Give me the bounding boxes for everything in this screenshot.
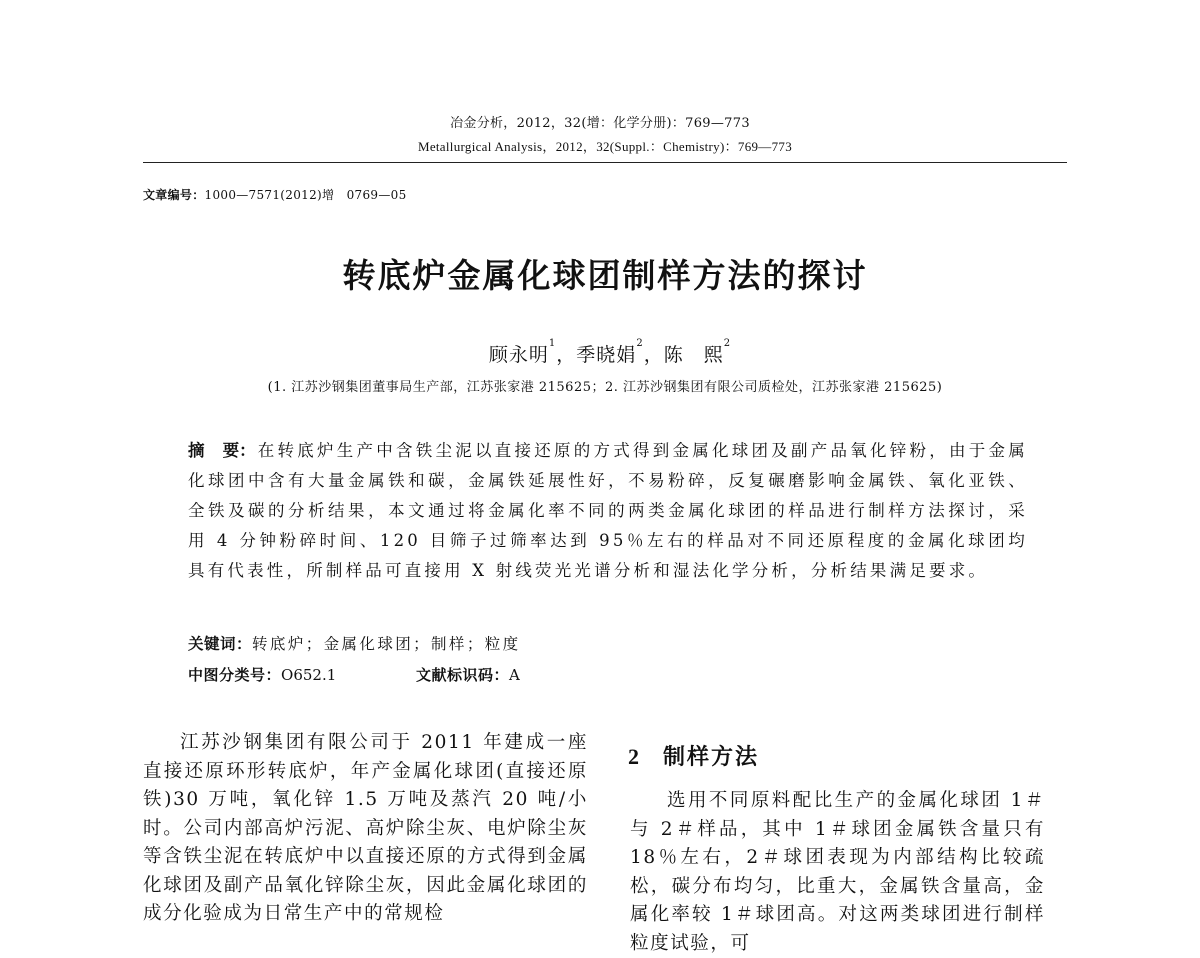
article-number-value: 1000—7571(2012)增 0769—05 — [204, 188, 407, 202]
author-name: 陈 熙 — [663, 344, 724, 366]
classification-number — [188, 664, 336, 685]
section-title: 制样方法 — [663, 745, 760, 770]
affiliations: (1. 江苏沙钢集团董事局生产部，江苏张家港 215625；2. 江苏沙钢集团有限公司质检处，江苏张家港 215625) — [267, 380, 943, 395]
section-heading — [628, 740, 759, 771]
journal-citation-en: Metallurgical Analysis，2012，32(Suppl.：Chemistry)：769—773 — [417, 139, 793, 154]
author-affiliation-mark: 1 — [548, 338, 557, 349]
classification-value: O652.1 — [281, 666, 337, 684]
body-left-column — [143, 729, 588, 929]
document-code-value: A — [509, 666, 520, 684]
document-code-label: 文献标识码： — [416, 666, 510, 684]
article-number-label: 文章编号： — [143, 188, 205, 202]
article-number — [143, 186, 407, 203]
keywords-label: 关键词： — [188, 635, 253, 653]
author-affiliation-mark: 2 — [636, 338, 644, 349]
paper-title: 转底炉金属化球团制样方法的探讨 — [342, 256, 868, 295]
abstract-label: 摘 要： — [188, 441, 256, 460]
intro-paragraph: 江苏沙钢集团有限公司于 2011 年建成一座直接还原环形转底炉，年产金属化球团(直接还原铁)30 万吨，氧化锌 1.5 万吨及蒸汽 20 吨/小时。公司内部高炉污泥、高炉除尘灰、电炉除尘灰等含铁尘泥在转底炉中以直接还原的方式得到金属化球团及副产品氧化锌除尘灰，因此金属化球团的成分化验成为日常生产中的常规检 — [143, 732, 588, 924]
section-paragraph: 选用不同原料配比生产的金属化球团 1＃与 2＃样品，其中 1＃球团金属铁含量只有 18％左右，2＃球团表现为内部结构比较疏松，碳分布均匀，比重大，金属铁含量高，金属化率较 1＃球团高。对这两类球团进行制样粒度试验，可 — [630, 790, 1045, 954]
author-name: 季晓娟 — [576, 344, 637, 366]
author-list: 顾永明$^1$，季晓娟$^2$，陈 熙$^2$ — [488, 338, 732, 366]
keywords — [188, 632, 521, 654]
abstract-text: 在转底炉生产中含铁尘泥以直接还原的方式得到金属化球团及副产品氧化锌粉，由于金属化球团中含有大量金属铁和碳，金属铁延展性好，不易粉碎，反复碾磨影响金属铁、氧化亚铁、全铁及碳的分析结果，本文通过将金属化率不同的两类金属化球团的样品进行制样方法探讨，采用 4 分钟粉碎时间、120 目筛子过筛率达到 95％左右的样品对不同还原程度的金属化球团均具有代表性，所制样品可直接用 X 射线荧光光谱分析和湿法化学分析，分析结果满足要求。 — [188, 441, 1028, 580]
header-divider — [143, 162, 1067, 163]
author-affiliation-mark: 2 — [723, 338, 732, 349]
classification-label: 中图分类号： — [188, 666, 282, 684]
author-name: 顾永明 — [488, 344, 549, 366]
journal-citation-cn: 冶金分析，2012，32(增：化学分册)：769—773 — [450, 116, 750, 131]
section-number: 2 — [628, 744, 641, 769]
abstract — [188, 436, 1028, 586]
keywords-text: 转底炉；金属化球团；制样；粒度 — [252, 635, 521, 653]
body-right-column — [630, 787, 1045, 958]
document-code — [416, 664, 520, 685]
